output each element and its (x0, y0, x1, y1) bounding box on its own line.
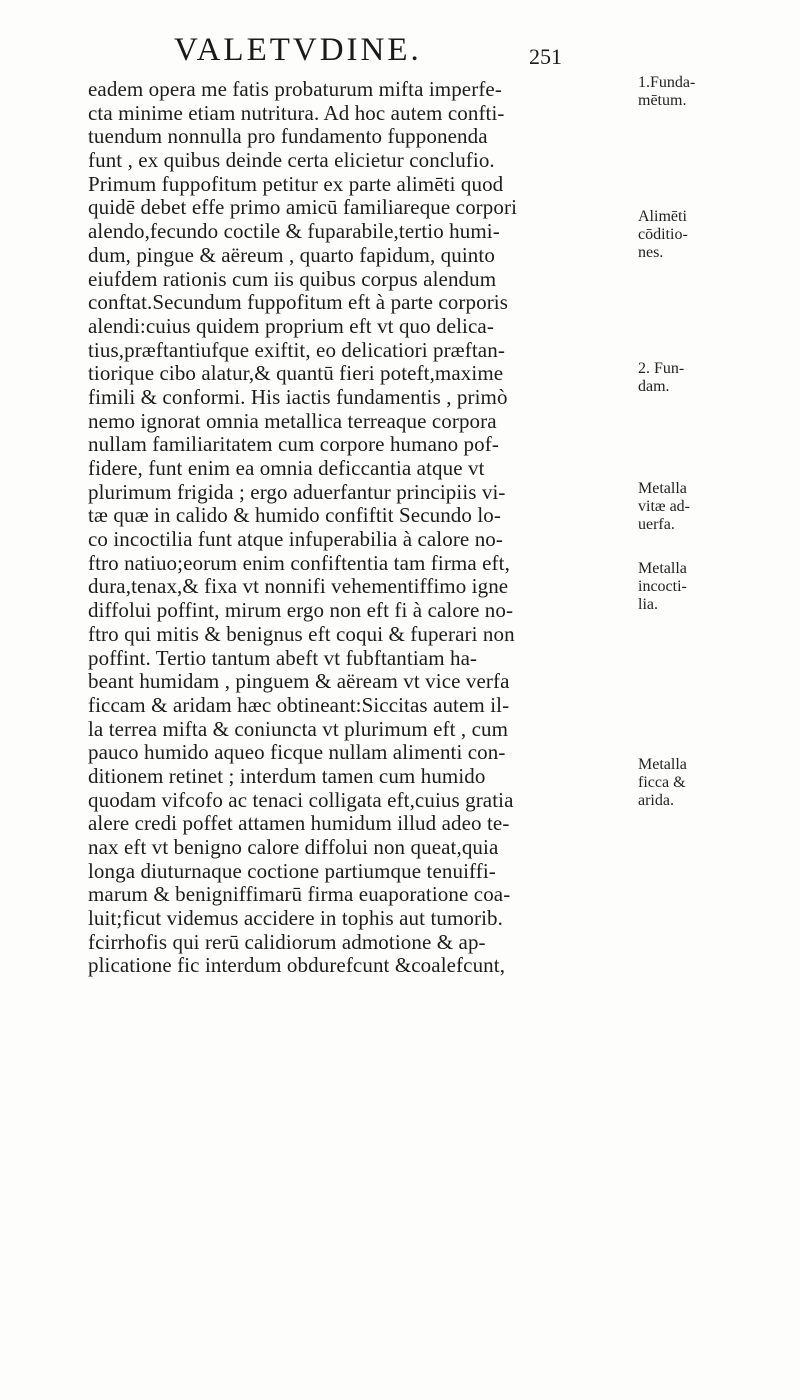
text-line: nemo ignorat omnia metallica terreaque corpora (88, 409, 497, 433)
main-text-block (88, 78, 628, 978)
text-line: beant humidam , pinguem & aëream vt vice verfa (88, 670, 510, 694)
text-line: conftat.Secundum fuppofitum eft à parte corporis (88, 291, 509, 315)
margin-note-line: arida. (638, 792, 674, 809)
text-line: fimili & conformi. His iactis fundamentis , primò (88, 385, 508, 409)
running-title: VALETVDINE. (174, 32, 422, 68)
text-line: ditionem retinet ; interdum tamen cum humido (88, 764, 486, 788)
margin-note-line: 1.Funda- (638, 74, 696, 91)
text-line: cta minime etiam nutritura. Ad hoc autem confti- (88, 101, 505, 125)
text-line: alendo,fecundo coctile & fuparabile,tertio humi- (88, 220, 500, 244)
margin-note-line: 2. Fun- (638, 360, 685, 377)
margin-note (638, 360, 798, 396)
text-line: tiorique cibo alatur,& quantū fieri poteft,maxime (88, 362, 504, 386)
margin-note-line: ficca & (638, 774, 686, 791)
text-line: ftro qui mitis & benignus eft coqui & fuperari non (88, 622, 515, 646)
margin-note-line: cōditio- (638, 226, 688, 243)
text-line: tius,præftantiufque exiftit, eo delicatiori præftan- (88, 338, 505, 362)
text-line: tuendum nonnulla pro fundamento fupponenda (88, 125, 488, 149)
text-line: plurimum frigida ; ergo aduerfantur principiis vi- (88, 480, 506, 504)
text-line: eadem opera me fatis probaturum mifta imperfe- (88, 78, 502, 101)
text-line: fidere, funt enim ea omnia deficcantia atque vt (88, 457, 485, 480)
margin-note-line: Metalla (638, 560, 687, 577)
text-line: quidē debet effe primo amicū familiareque corpori (88, 196, 518, 220)
text-line: alendi:cuius quidem proprium eft vt quo delica- (88, 314, 494, 338)
margin-note-line: Metalla (638, 756, 687, 773)
margin-note-line: incocti- (638, 578, 687, 595)
margin-note (638, 756, 798, 810)
text-line: poffint. Tertio tantum abeft vt fubftantiam ha- (88, 646, 478, 670)
text-line: pauco humido aqueo ficque nullam alimenti con- (88, 741, 506, 765)
margin-note-line: lia. (638, 596, 658, 613)
running-head (174, 32, 562, 72)
text-line: alere credi poffet attamen humidum illud adeo te- (88, 812, 510, 836)
margin-note (638, 560, 798, 614)
text-line: co incoctilia funt atque infuperabilia à calore no- (88, 528, 503, 552)
page-number: 251 (529, 44, 562, 69)
text-line: ftro natiuo;eorum enim confiftentia tam firma eft, (88, 551, 510, 575)
text-line: luit;ficut videmus accidere in tophis aut tumorib. (88, 907, 503, 931)
margin-note-line: Alimēti (638, 208, 687, 225)
text-line: nax eft vt benigno calore diffolui non queat,quia (88, 836, 499, 859)
text-line: Primum fuppofitum petitur ex parte alimēti quod (88, 172, 504, 196)
margin-note-line: vitæ ad- (638, 498, 690, 515)
text-line: longa diuturnaque coctione partiumque tenuiffi- (88, 859, 496, 883)
margin-note (638, 480, 798, 534)
text-line: quodam vifcofo ac tenaci colligata eft,cuius gratia (88, 788, 514, 812)
margin-note-line: uerfa. (638, 516, 675, 533)
text-line: plicatione fic interdum obdurefcunt &coalefcunt, (88, 954, 506, 978)
text-line: dum, pingue & aëreum , quarto fapidum, quinto (88, 243, 495, 267)
margin-note (638, 208, 798, 262)
text-line: eiufdem rationis cum iis quibus corpus alendum (88, 267, 497, 291)
margin-note-line: mētum. (638, 92, 687, 109)
margin-note-line: dam. (638, 378, 670, 395)
text-line: la terrea mifta & coniuncta vt plurimum eft , cum (88, 717, 509, 741)
text-line: fcirrhofis qui rerū calidiorum admotione & ap- (88, 930, 486, 954)
text-line: diffolui poffint, mirum ergo non eft fi à calore no- (88, 599, 514, 623)
text-line: ficcam & aridam hæc obtineant:Siccitas autem il- (88, 693, 510, 717)
text-line: funt , ex quibus deinde certa elicietur conclufio. (88, 149, 495, 173)
text-line: tæ quæ in calido & humido confiftit Secundo lo- (88, 504, 501, 528)
margin-note-line: nes. (638, 244, 664, 261)
margin-note (638, 74, 798, 110)
text-line: marum & benigniffimarū firma euaporatione coa- (88, 883, 511, 907)
text-line: nullam familiaritatem cum corpore humano pof- (88, 433, 499, 457)
text-line: dura,tenax,& fixa vt nonnifi vehementiffimo igne (88, 575, 509, 599)
margin-note-line: Metalla (638, 480, 687, 497)
